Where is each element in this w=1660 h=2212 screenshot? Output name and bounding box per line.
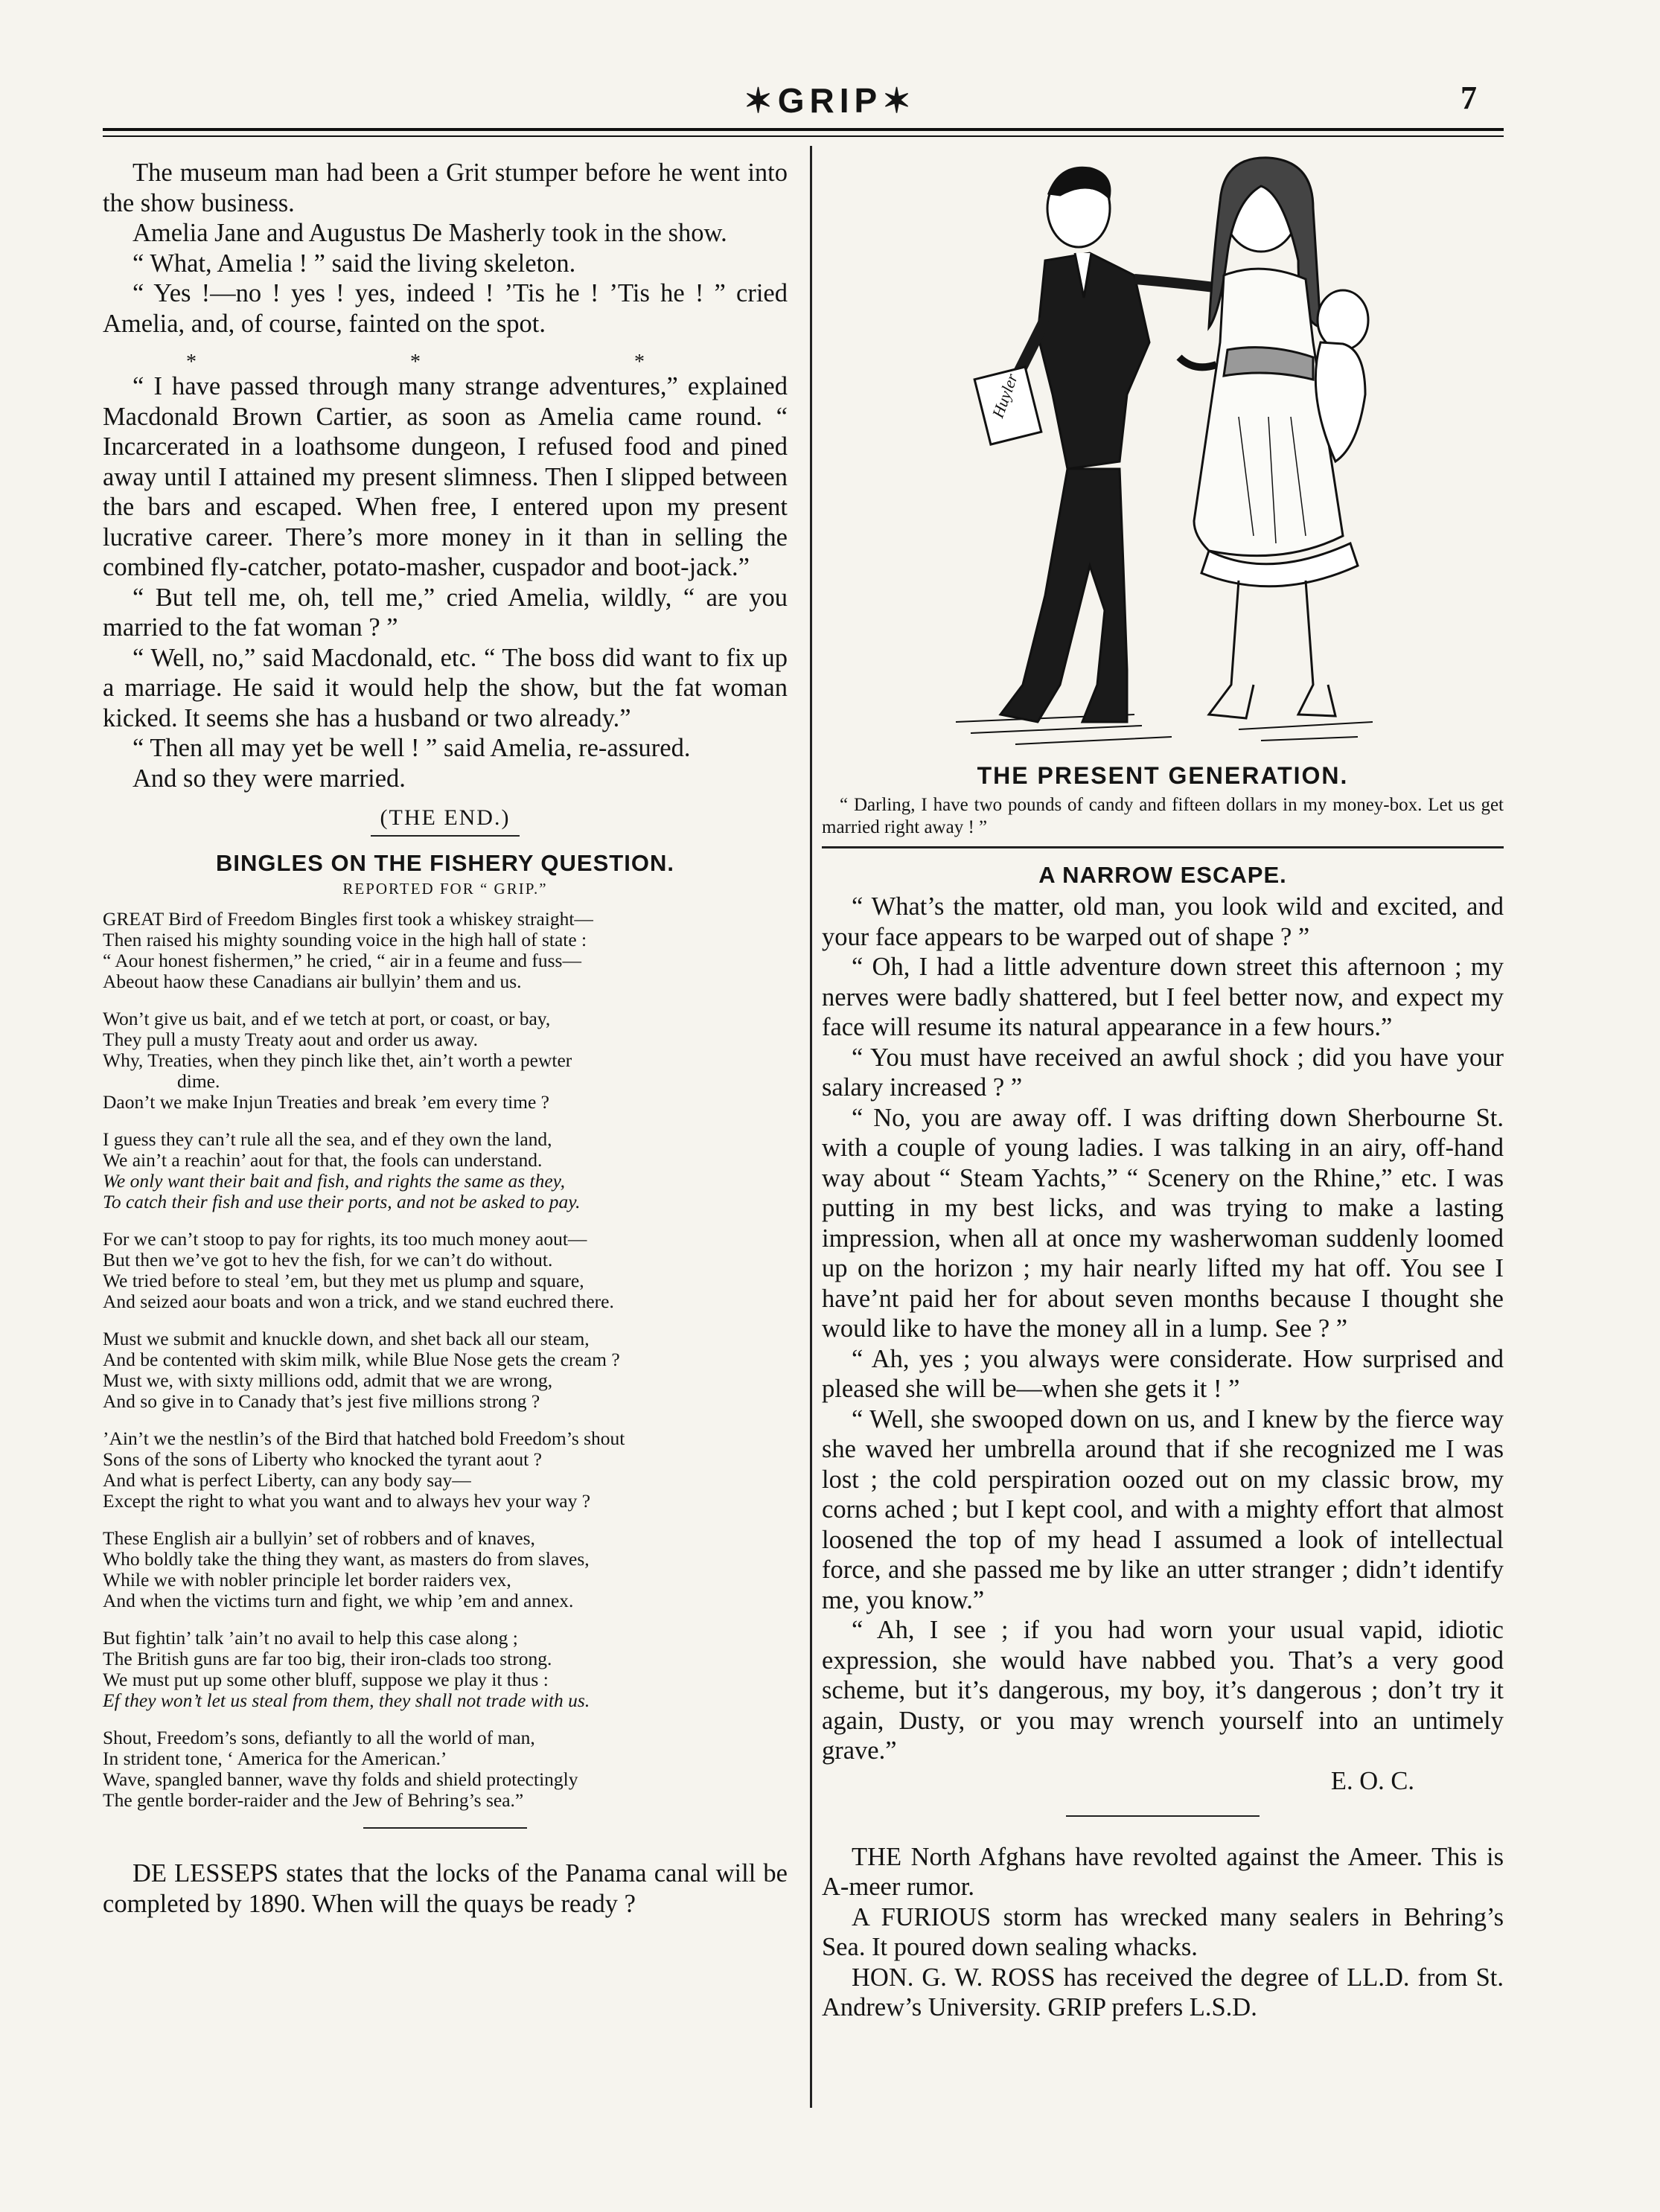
story-paragraph: “ I have passed through many strange adventures,” explained Macdonald Brown Cartier, as soon as Amelia came round. “ Incarcerated in a loathsome dungeon, I refused food and pined away until I attained my present slimness. Then I slipped between the bars and escaped. When free, I entered upon my present lucrative career. There’s more money in it than in selling the combined fly-catcher, potato-masher, cuspador and boot-jack.” xyxy=(103,372,788,581)
story-paragraph: “ Yes !—no ! yes ! yes, indeed ! ’Tis he ! ’Tis he ! ” cried Amelia, and, of course, fainted on the spot. xyxy=(103,279,788,338)
escape-paragraph: “ What’s the matter, old man, you look wild and excited, and your face appears to be warped out of shape ? ” xyxy=(822,892,1504,951)
lesseps-paragraph: DE LESSEPS states that the locks of the Panama canal will be completed by 1890. When will the quays be ready ? xyxy=(103,1859,788,1918)
poem-line: Shout, Freedom’s sons, defiantly to all the world of man, xyxy=(103,1727,535,1748)
poem-stanza xyxy=(103,1727,788,1811)
couple-illustration xyxy=(822,149,1504,759)
poem-line: Ef they won’t let us steal from them, they shall not trade with us. xyxy=(103,1690,590,1711)
poem-title: BINGLES ON THE FISHERY QUESTION. xyxy=(216,850,674,876)
poem-line: Except the right to what you want and to always hev your way ? xyxy=(103,1490,591,1512)
poem-line: They pull a musty Treaty aout and order us away. xyxy=(103,1029,478,1050)
illustration-caption: THE PRESENT GENERATION. xyxy=(977,762,1349,789)
the-end-label: (THE END.) xyxy=(380,805,511,830)
poem-line: Must we, with sixty millions odd, admit that we are wrong, xyxy=(103,1369,553,1391)
story-paragraph: Amelia Jane and Augustus De Masherly took in the show. xyxy=(133,219,727,247)
brief-paragraph: HON. G. W. ROSS has received the degree of LL.D. from St. Andrew’s University. GRIP prefers L.S.D. xyxy=(822,1963,1504,2021)
poem-line: We tried before to steal ’em, but they met us plump and square, xyxy=(103,1270,584,1291)
poem-line: In strident tone, ‘ America for the American.’ xyxy=(103,1748,447,1769)
poem-line: And what is perfect Liberty, can any body say— xyxy=(103,1469,471,1491)
poem-line: Won’t give us bait, and ef we tetch at port, or coast, or bay, xyxy=(103,1008,551,1029)
escape-paragraph: “ Ah, I see ; if you had worn your usual vapid, idiotic expression, she would have nabbed you. That’s a very good scheme, but it’s dangerous, my boy, it’s dangerous ; don’t try it again, Dusty, or you may wrench yourself into an untimely grave.” xyxy=(822,1616,1504,1765)
poem xyxy=(103,909,788,1811)
brief-paragraph: A FURIOUS storm has wrecked many sealers in Behring’s Sea. It poured down sealing whacks. xyxy=(822,1902,1504,1961)
poem-line: While we with nobler principle let border raiders vex, xyxy=(103,1569,511,1591)
divider xyxy=(822,846,1504,848)
poem-line: GREAT Bird of Freedom Bingles first took a whiskey straight— xyxy=(103,908,593,930)
poem-line: And seized aour boats and won a trick, and we stand euchred there. xyxy=(103,1291,614,1312)
poem-stanza xyxy=(103,1329,788,1412)
candy-box-label: Huyler xyxy=(988,371,1022,421)
poem-line: Must we submit and knuckle down, and shet back all our steam, xyxy=(103,1328,590,1349)
escape-paragraph: “ Oh, I had a little adventure down street this afternoon ; my nerves were badly shattered, but I feel better now, and expect my face will resume its natural appearance in a few hours.” xyxy=(822,953,1504,1041)
header-rule xyxy=(103,128,1504,131)
poem-line: Who boldly take the thing they want, as masters do from slaves, xyxy=(103,1548,590,1570)
poem-line: But then we’ve got to hev the fish, for we can’t do without. xyxy=(103,1249,553,1270)
poem-line: But fightin’ talk ’ain’t no avail to help this case along ; xyxy=(103,1627,518,1649)
poem-line: To catch their fish and use their ports, and not be asked to pay. xyxy=(103,1191,581,1212)
poem-line: We only want their bait and fish, and rights the same as they, xyxy=(103,1170,565,1192)
illustration xyxy=(822,149,1504,759)
poem-line: These English air a bullyin’ set of robbers and of knaves, xyxy=(103,1527,535,1549)
right-column xyxy=(822,149,1504,2023)
poem-stanza xyxy=(103,1229,788,1312)
signature: E. O. C. xyxy=(1330,1766,1414,1795)
poem-line: For we can’t stoop to pay for rights, its too much money aout— xyxy=(103,1228,587,1250)
story-paragraph: The museum man had been a Grit stumper before he went into the show business. xyxy=(103,159,788,217)
escape-paragraph: “ Well, she swooped down on us, and I knew by the fierce way she waved her umbrella around that if she recognized me I was lost ; the cold perspiration oozed out on my classic brow, my corns ached ; but I kept cool, and with a mighty effort that almost loosened the top of my head I assumed a look of intellectual force, and she passed me by like an utter stranger ; didn’t identify me, you know.” xyxy=(822,1404,1504,1614)
poem-subtitle: REPORTED FOR “ GRIP.” xyxy=(342,880,548,898)
poem-line: “ Aour honest fishermen,” he cried, “ air in a feume and fuss— xyxy=(103,950,581,971)
poem-stanza xyxy=(103,1008,788,1113)
masthead-title: ✶GRIP✶ xyxy=(744,81,916,120)
poem-line: dime. xyxy=(177,1070,220,1092)
poem-line: Daon’t we make Injun Treaties and break ’em every time ? xyxy=(103,1091,549,1113)
divider xyxy=(1066,1815,1260,1817)
story-paragraph: “ Then all may yet be well ! ” said Amelia, re-assured. xyxy=(133,734,691,762)
story-paragraph: And so they were married. xyxy=(133,764,406,793)
poem-line: Wave, spangled banner, wave thy folds and shield protectingly xyxy=(103,1768,578,1790)
poem-stanza xyxy=(103,1428,788,1512)
story-paragraph: “ Well, no,” said Macdonald, etc. “ The boss did want to fix up a marriage. He said it would help the show, but the fat woman kicked. It seems she has a husband or two already.” xyxy=(103,643,788,732)
poem-stanza xyxy=(103,1628,788,1711)
escape-title: A NARROW ESCAPE. xyxy=(1038,862,1287,888)
poem-line: And when the victims turn and fight, we whip ’em and annex. xyxy=(103,1590,574,1611)
poem-stanza xyxy=(103,909,788,992)
escape-paragraph: “ You must have received an awful shock ; did you have your salary increased ? ” xyxy=(822,1043,1504,1102)
header-rule-thin xyxy=(103,135,1504,137)
illustration-subcaption: “ Darling, I have two pounds of candy and fifteen dollars in my money-box. Let us get married right away ! ” xyxy=(822,795,1504,837)
story-paragraph: “ What, Amelia ! ” said the living skeleton. xyxy=(133,249,576,278)
poem-line: And so give in to Canady that’s jest five millions strong ? xyxy=(103,1390,540,1412)
poem-stanza xyxy=(103,1528,788,1611)
poem-line: I guess they can’t rule all the sea, and ef they own the land, xyxy=(103,1128,552,1150)
column-divider xyxy=(810,146,812,2108)
poem-line: And be contented with skim milk, while Blue Nose gets the cream ? xyxy=(103,1349,620,1370)
left-column xyxy=(103,158,788,1919)
poem-line: ’Ain’t we the nestlin’s of the Bird that hatched bold Freedom’s shout xyxy=(103,1428,625,1449)
page-number: 7 xyxy=(1461,80,1477,116)
poem-line: Why, Treaties, when they pinch like thet, ain’t worth a pewter xyxy=(103,1049,572,1071)
poem-line: Sons of the sons of Liberty who knocked the tyrant aout ? xyxy=(103,1448,542,1470)
section-stars: * * * xyxy=(186,351,749,374)
brief-paragraph: THE North Afghans have revolted against the Ameer. This is A-meer rumor. xyxy=(822,1842,1504,1901)
escape-paragraph: “ Ah, yes ; you always were considerate. How surprised and pleased she will be—when she gets it ! ” xyxy=(822,1344,1504,1403)
poem-line: Abeout haow these Canadians air bullyin’ them and us. xyxy=(103,971,522,992)
poem-line: The gentle border-raider and the Jew of Behring’s sea.” xyxy=(103,1789,524,1811)
poem-stanza xyxy=(103,1129,788,1212)
poem-line: Then raised his mighty sounding voice in the high hall of state : xyxy=(103,929,587,950)
poem-line: The British guns are far too big, their iron-clads too strong. xyxy=(103,1648,552,1669)
poem-line: We must put up some other bluff, suppose we play it thus : xyxy=(103,1669,549,1690)
divider xyxy=(371,835,520,837)
poem-line: We ain’t a reachin’ aout for that, the fools can understand. xyxy=(103,1149,543,1171)
divider xyxy=(363,1827,527,1829)
story-paragraph: “ But tell me, oh, tell me,” cried Amelia, wildly, “ are you married to the fat woman ? ” xyxy=(103,583,788,642)
escape-paragraph: “ No, you are away off. I was drifting down Sherbourne St. with a couple of young ladies. I was talking in an airy, off-hand way about “ Steam Yachts,” “ Scenery on the Rhine,” etc. I was putting in my best licks, and was trying to make a lasting impression, when all at once my washerwoman suddenly loomed up on the horizon ; my hair nearly lifted my hat off. You see I have’nt paid her for about seven months because I thought she would like to have the money all in a lump. See ? ” xyxy=(822,1103,1504,1343)
